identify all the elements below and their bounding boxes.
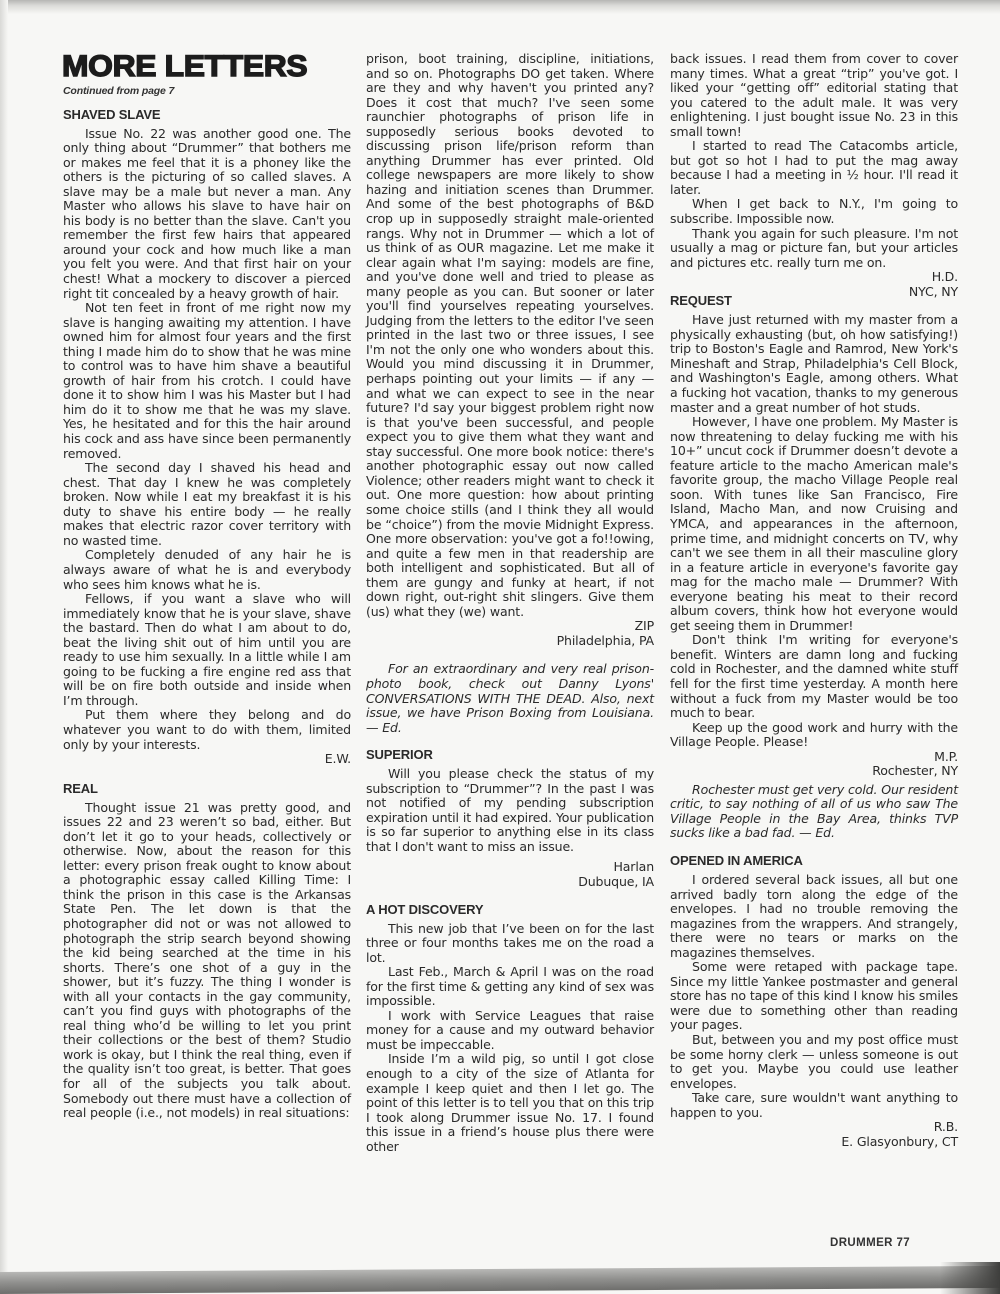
letter-paragraph: But, between you and my post office must be some horny clerk — unless someone is out to get you. Maybe you could use leather envelopes. (670, 1032, 958, 1091)
page-left-edge (0, 0, 8, 1294)
page-footer-folio: DRUMMER 77 (830, 1237, 911, 1249)
letter-paragraph: I started to read The Catacombs article, but got so hot I had to put the mag away because I had a meeting in ½ hour. I'll read it later. (670, 138, 958, 197)
letter-signature: R.B. (933, 1119, 958, 1135)
editor-note: For an extraordinary and very real prison-photo book, check out Danny Lyons' CONVERSATIONS WITH THE DEAD. Also, next issue, we have Prison Boxing from Louisiana. — Ed. (366, 661, 654, 735)
letter-heading-opened-in-america: OPENED IN AMERICA (670, 852, 803, 868)
page-bottom-edge (0, 1266, 1000, 1294)
letter-paragraph: Don't think I'm writing for everyone's benefit. Winters are damn long and fucking cold in Rochester, and the damned white stuff fell for the first time yesterday. A month here without a fuck from my Master would be too much to bear. (670, 632, 958, 721)
letter-paragraph: Completely denuded of any hair he is always aware of what he is and everybody who sees him knows what he is. (63, 547, 351, 592)
letter-paragraph: Inside I’m a wild pig, so until I got close enough to a city of the size of Atlanta for example I keep quiet and then I let go. The point of this letter is to tell you that on this trip I took along Drummer issue No. 17. I found this issue in a friend’s house plus there were other (366, 1051, 654, 1154)
page-title: MORE LETTERS (62, 50, 308, 83)
letter-location: E. Glasyonbury, CT (841, 1133, 958, 1149)
letter-paragraph: Issue No. 22 was another good one. The only thing about “Drummer” that bothers me or makes me feel that it is a phoney like the others is the picturing of so called slaves. A slave may be a male but never a man. Any Master who allows his slave to have hair on his body is no better than the slave. Can't you remember the first few hairs that appeared around your cock and how much like a man you felt you were. And that first hair on your chest! What a mockery to discover a pierced right tit concealed by a heavy growth of hair. (63, 125, 351, 301)
letter-paragraph: Take care, sure wouldn't want anything to happen to you. (670, 1090, 958, 1120)
letter-location: Rochester, NY (872, 763, 958, 779)
letter-heading-shaved-slave: SHAVED SLAVE (63, 106, 161, 122)
letter-paragraph: Thought issue 21 was pretty good, and issues 22 and 23 weren’t so bad, either. But don’t let it go to your heads, collectively or otherwise. Now, about the reason for this letter: every prison freak ought to know about a photographic essay called Killing Time: I think the prison in this case is the Arkansas State Pen. The let down is that the photographer did not or was not allowed to photograph the strip search beyond showing the kid being searched at the time in his shorts. There’s one shot of a guy in the shower, but it’s fuzzy. The thing I wonder is with all your contacts in the gay community, can’t you find guys with photographs of the real thing who’d be willing to let you print their collections or the best of them? Studio work is okay, but I think the real thing, even if the quality isn’t too great, is better. That goes for all of the subjects you talk about. Somebody out there must have a collection of real people (i.e., not models) in real situations: (63, 799, 351, 1121)
letter-paragraph: Put them where they belong and do whatever you want to do with them, limited only by your interests. (63, 707, 351, 752)
letter-heading-a-hot-discovery: A HOT DISCOVERY (366, 901, 484, 917)
letter-signature: M.P. (934, 748, 958, 764)
letter-paragraph: This new job that I’ve been on for the last three or four months takes me on the road a lot. (366, 920, 654, 965)
letter-paragraph: I work with Service Leagues that raise money for a cause and my outward behavior must be impeccable. (366, 1007, 654, 1052)
letter-paragraph: Last Feb., March & April I was on the road for the first time & getting any kind of sex was impossible. (366, 964, 654, 1009)
letter-paragraph: Not ten feet in front of me right now my slave is hanging awaiting my attention. I have owned him for almost four years and the first thing I made him do to show that he was mine to control was to have him shave a beautiful growth of hair from his crotch. I could have done it to show him I was his Master but I had him do it to show me that he was my slave. Yes, he hesitated and for this the hair around his cock and ass have since been permanently removed. (63, 300, 351, 461)
letter-paragraph: However, I have one problem. My Master is now threatening to delay fucking me with his 10+” uncut cock if Drummer doesn’t devote a feature article to the macho American male's favorite group, the macho Village People real soon. With tunes like San Francisco, Fire Island, Macho Man, and now Cruising and YMCA, and appearances in the afternoon, prime time, and midnight concerts on TV, why can't we see them in all their masculine glory in a feature article in everyone's favorite gay mag for the macho male — Drummer? With everyone beating his meat to their record album covers, think how hot everyone would get seeing them in Drummer! (670, 414, 959, 633)
column-2 (366, 52, 654, 1154)
letter-location: Dubuque, IA (578, 873, 654, 889)
letter-signature: H.D. (931, 269, 958, 285)
letter-paragraph: When I get back to N.Y., I'm going to subscribe. Impossible now. (670, 196, 958, 227)
letter-paragraph: Keep up the good work and hurry with the Village People. Please! (670, 719, 958, 750)
letter-paragraph: Thank you again for such pleasure. I'm not usually a mag or picture fan, but your articles and pictures etc. really turn me on. (670, 225, 958, 270)
column-1 (63, 52, 351, 1121)
letter-paragraph: Will you please check the status of my subscription to “Drummer”? In the past I was not notified of my pending subscription expiration until it had expired. Your publication is so far superior to anything else in its class that I don't want to miss an issue. (366, 766, 654, 854)
letter-signature: E.W. (324, 751, 351, 767)
letter-paragraph-continued: prison, boot training, discipline, initiations, and so on. Photographs DO get taken. Where are they and why haven't you printed any? Does it cost that much? I've seen some raunchier photographs of prison life in supposedly serious books devoted to discussing prison life/prison reform than anything Drummer has ever printed. Old college newspapers are more likely to show hazing and initiation scenes than Drummer. And some of the best photographs of B&D crop up in supposedly straight male-oriented rangs. Why not in Drummer — which a lot of us think of as OUR magazine. Let me make it clear again what I'm saying: models are fine, and you've done well and tried to please as many people as you can. But sooner or later you'll find yourselves repeating yourselves. Judging from the letters to the editor I've seen printed in the last two or three issues, I see I'm not the only one who wonders about this. Would you mind discussing it in Drummer, perhaps pointing out your limits — if any — and what we can expect to see in the near future? I'd say your biggest problem right now is that you've been successful, and people expect you to give them what they want and stay successful. One more book notice: there's another photographic essay out now called Violence; other readers might want to check it out. One more question: how about printing some choice stills (and I think they all would be “choice”) from the movie Midnight Express. One more observation: you've got a fo!!owing, and quite a few men in that readership are both intelligent and sophisticated. But all of them are gungy and funky at heart, if not down right, out-right shit slingers. Give them (us) what they (we) want. (366, 51, 654, 619)
letter-heading-real: REAL (63, 780, 98, 796)
letter-signature: Harlan (613, 859, 654, 875)
page-bottom-corner-shadow (940, 1262, 1000, 1294)
letter-paragraph-continued: back issues. I read them from cover to cover many times. What a great “trip” you've got. I liked your “getting off” editorial stating that you catered to the adult male. It was very enlightening. I just bought issue No. 23 in this small town! (670, 51, 958, 139)
letter-signature: ZIP (634, 618, 654, 634)
continued-note: Continued from page 7 (63, 85, 175, 97)
letter-paragraph: Some were retaped with package tape. Since my little Yankee postmaster and general store has no tape of this kind I know his smiles were due to something other than reading your pages. (670, 959, 958, 1033)
letter-paragraph: Fellows, if you want a slave who will immediately know that he is your slave, shave the bastard. Then do what I am about to do, beat the living shit out of him until you are ready to use him sexually. In a little while I am going to be fucking a fire engine red ass that will be on fire both outside and inside when I’m through. (63, 591, 351, 708)
page-top-shadow (0, 0, 1000, 14)
letter-location: Philadelphia, PA (556, 632, 654, 648)
column-3 (670, 52, 958, 1149)
letter-heading-superior: SUPERIOR (366, 747, 433, 763)
letter-paragraph: I ordered several back issues, all but one arrived badly torn along the edge of the envelopes. I had no trouble removing the magazines from the wrappers. And strangely, there were no tears or marks on the magazines themselves. (670, 871, 958, 960)
editor-note: Rochester must get very cold. Our resident critic, to say nothing of all of us who saw The Village People in the Bay Area, thinks TVP sucks like a bad fad. — Ed. (670, 781, 958, 841)
letter-paragraph: The second day I shaved his head and chest. That day I knew he was completely broken. Now while I eat my breakfast it is his duty to shave his entire body — he really makes that electric razor cover territory with no wasted time. (63, 460, 351, 548)
letter-paragraph: Have just returned with my master from a physically exhausting (but, oh how satisfying!) trip to Boston's Eagle and Ramrod, New York's Mineshaft and Strap, Philadelphia's Cell Block, and Washington's Eagle, among others. What a fucking hot vacation, thanks to my generous master and a great number of hot studs. (670, 312, 958, 415)
letter-heading-request: REQUEST (670, 293, 732, 309)
letter-location: NYC, NY (908, 283, 958, 299)
